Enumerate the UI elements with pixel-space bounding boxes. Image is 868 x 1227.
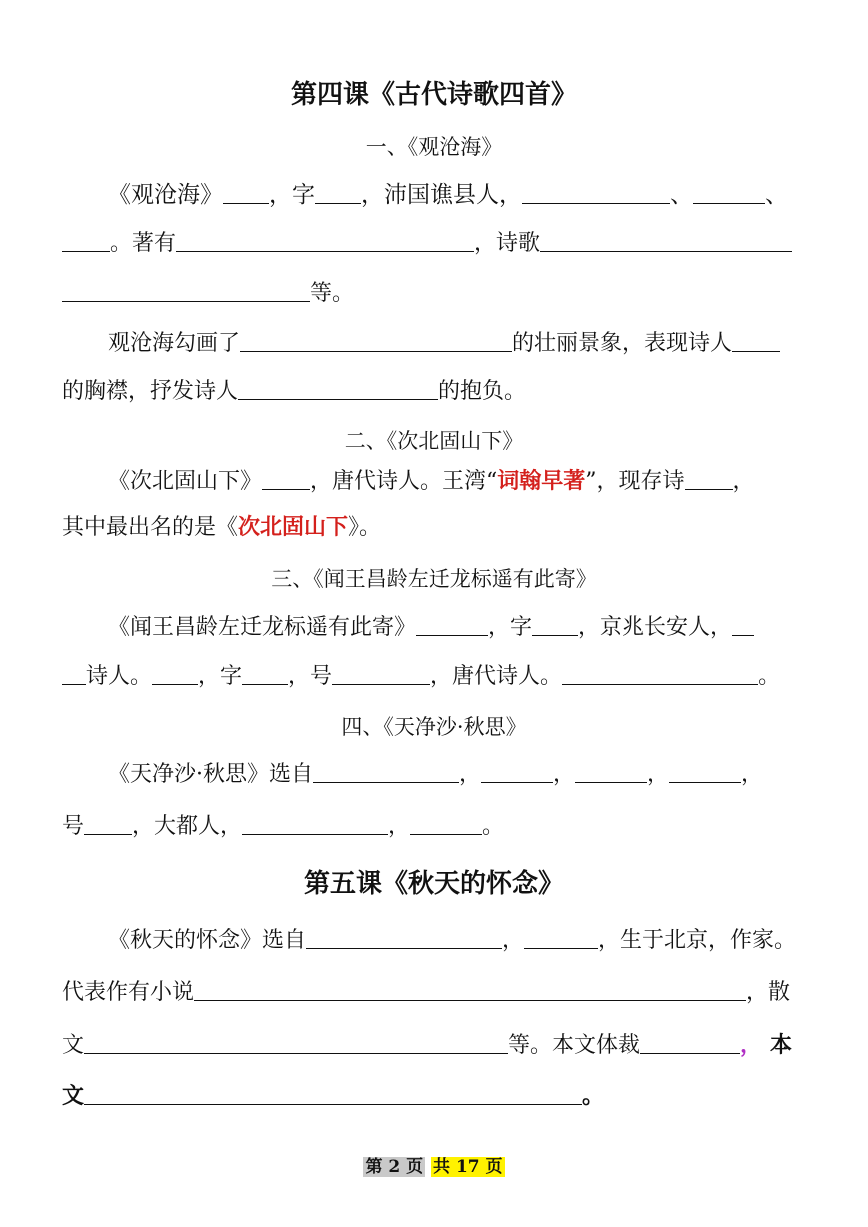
fill-blank[interactable] [669,760,741,783]
text: ”，现存诗 [585,469,685,494]
text: ，唐代诗人。 [430,664,563,689]
text: 《次北固山下》 [108,469,263,494]
fill-blank[interactable] [84,812,132,835]
text: ，字 [198,664,243,689]
fill-blank[interactable] [152,662,198,685]
section1-line5 [62,377,526,407]
text: ，字 [488,615,533,640]
text: ， [502,928,525,953]
text: 本 [770,1032,793,1058]
section3-line1 [108,613,754,643]
fill-blank[interactable] [242,812,388,835]
fill-blank[interactable] [194,978,746,1001]
text: 》。 [348,515,382,540]
fill-blank[interactable] [238,377,438,400]
fill-blank[interactable] [732,329,780,352]
fill-blank[interactable] [62,279,310,302]
section1-line1 [108,180,788,210]
page-footer [0,1155,868,1179]
fill-blank[interactable] [416,613,488,636]
section4-line2 [62,812,504,842]
text: ， [732,469,755,494]
total-pages: 共 17 页 [433,1157,503,1177]
fill-blank[interactable] [313,760,459,783]
text: 、 [765,182,788,208]
fill-blank[interactable] [481,760,553,783]
section4-heading: 四、《天净沙·秋思》 [341,715,527,739]
text: ，号 [288,664,333,689]
text: 诗人。 [86,664,153,689]
text: 代表作有小说 [62,980,195,1005]
section2-line1 [108,466,755,497]
section2-line2 [62,512,381,543]
lesson5-line1 [108,926,796,956]
text: 其中最出名的是《 [62,515,239,540]
text: ，生于北京，作家。 [598,928,797,953]
fill-blank[interactable] [240,329,512,352]
lesson5-line4 [62,1081,604,1111]
lesson4-title: 第四课《古代诗歌四首》 [290,80,577,110]
text: 文 [62,1033,85,1058]
section1-line3 [62,279,354,309]
section1-heading: 一、《观沧海》 [365,135,503,159]
text: ，京兆长安人， [578,615,733,640]
highlighted-title: 次北固山下 [238,514,349,540]
text: 等。 [310,281,355,306]
text: ，诗歌 [474,231,541,256]
text: ， [647,762,670,787]
text: ，沛国谯县人， [361,182,522,208]
fill-blank[interactable] [306,926,502,949]
lesson5-line3 [62,1030,792,1061]
fill-blank[interactable] [84,1031,508,1054]
text: 《观沧海》 [108,182,223,208]
text: 号 [62,814,85,839]
fill-blank[interactable] [732,613,754,636]
page-number: 第 2 页 [365,1157,424,1177]
fill-blank[interactable] [524,926,598,949]
fill-blank[interactable] [62,662,86,685]
text: ，字 [269,182,315,208]
text: 的胸襟，抒发诗人 [62,379,239,404]
fill-blank[interactable] [84,1082,582,1105]
fill-blank[interactable] [575,760,647,783]
text: 等。本文体裁 [508,1033,641,1058]
section1-line4 [108,329,780,359]
fill-blank[interactable] [332,662,430,685]
fill-blank[interactable] [685,467,733,490]
text: ，散 [746,980,791,1005]
fill-blank[interactable] [62,229,110,252]
fill-blank[interactable] [410,812,482,835]
lesson5-line2 [62,978,790,1008]
fill-blank[interactable] [640,1031,740,1054]
text: 文 [62,1083,85,1109]
text: ， [553,762,576,787]
section3-heading: 三、《闻王昌龄左迁龙标遥有此寄》 [271,567,597,591]
lesson5-title: 第五课《秋天的怀念》 [303,869,564,899]
fill-blank[interactable] [242,662,288,685]
text: 。 [482,814,505,839]
fill-blank[interactable] [176,229,474,252]
fill-blank[interactable] [540,229,792,252]
text: 《闻王昌龄左迁龙标遥有此寄》 [108,615,417,640]
text: 观沧海勾画了 [108,331,241,356]
text: 的抱负。 [438,379,527,404]
text: ，大都人， [132,814,243,839]
highlighted-comma: ， [740,1032,763,1058]
fill-blank[interactable] [262,467,310,490]
text: 。 [758,664,781,689]
text: 《天净沙·秋思》选自 [108,762,313,787]
section4-line1 [108,760,763,790]
section3-line2 [62,662,780,692]
fill-blank[interactable] [223,181,269,204]
section1-line2 [62,229,792,259]
text: 的壮丽景象，表现诗人 [512,331,733,356]
text: ， [459,762,482,787]
text: 、 [670,182,693,208]
section2-heading: 二、《次北固山下》 [344,429,524,453]
fill-blank[interactable] [693,181,765,204]
fill-blank[interactable] [315,181,361,204]
text: 。著有 [110,231,177,256]
fill-blank[interactable] [532,613,578,636]
text: ， [741,762,764,787]
text: 。 [582,1083,605,1109]
text: ， [388,814,411,839]
fill-blank[interactable] [522,181,670,204]
text: ，唐代诗人。王湾“ [310,469,498,494]
fill-blank[interactable] [562,662,758,685]
highlighted-quote: 词翰早著 [497,468,586,494]
text: 《秋天的怀念》选自 [108,928,307,953]
